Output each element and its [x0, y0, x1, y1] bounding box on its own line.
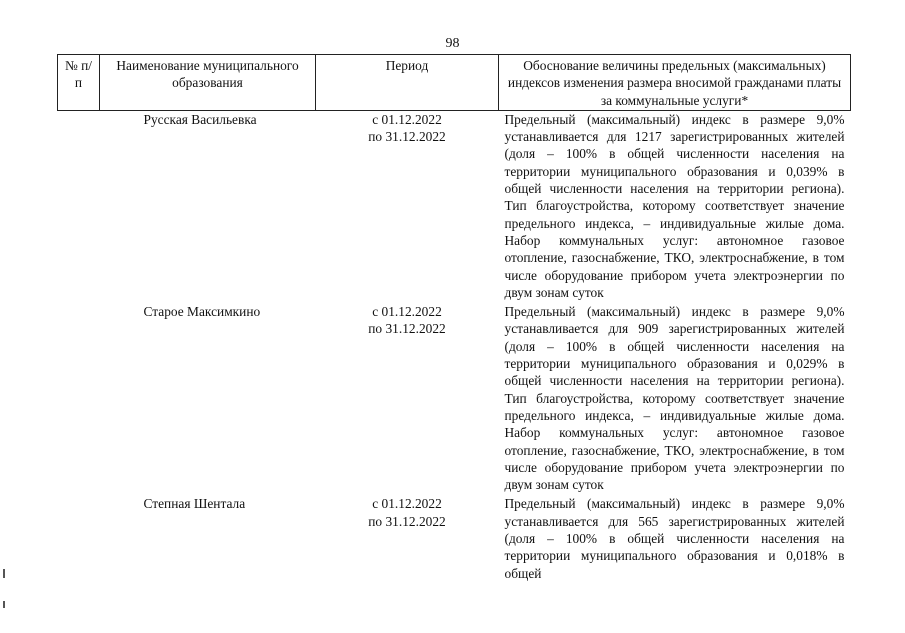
period-to: по 31.12.2022	[368, 513, 446, 529]
table-header	[58, 55, 851, 111]
period-to: по 31.12.2022	[368, 129, 446, 145]
period-from: с 01.12.2022	[372, 111, 442, 127]
header-basis: Обоснование величины предельных (максимальных) индексов изменения размера вносимой гражданами платы за коммунальные услуги*	[499, 55, 851, 111]
page-number: 98	[445, 36, 460, 51]
table-row	[58, 110, 851, 303]
period	[316, 110, 499, 303]
table-row	[58, 495, 851, 583]
row-num	[58, 303, 100, 495]
period-from: с 01.12.2022	[372, 304, 442, 320]
header-period: Период	[316, 55, 499, 111]
municipality-name: Степная Шентала	[143, 496, 246, 512]
row-num	[58, 495, 100, 583]
indices-table	[57, 54, 851, 584]
period-from: с 01.12.2022	[372, 496, 442, 512]
municipality-name: Русская Васильевка	[143, 111, 257, 127]
municipality-name: Старое Максимкино	[143, 304, 261, 320]
basis-text: Предельный (максимальный) индекс в размере 9,0% устанавливается для 565 зарегистрированных жителей (доля – 100% в общей численности населения на территории муниципального образования и 0,018% в общей	[504, 496, 845, 581]
period-to: по 31.12.2022	[368, 321, 446, 337]
basis-text: Предельный (максимальный) индекс в размере 9,0% устанавливается для 909 зарегистрированных жителей (доля – 100% в общей численности населения на территории муниципального образования и 0,029% в общей численности населения на территории региона). Тип благоустройства, которому соответствует значение предельного индекса, – индивидуальные жилые дома. Набор коммунальных услуг: автономное газовое отопление, газоснабжение, ТКО, электроснабжение, в том числе оборудование прибором учета электроэнергии по двум зонам суток	[504, 304, 845, 493]
period	[316, 303, 499, 495]
header-municipality: Наименование муниципального образования	[100, 55, 316, 111]
table-row	[58, 303, 851, 495]
row-num	[58, 110, 100, 303]
scan-artifact	[3, 569, 5, 578]
header-num: № п/п	[58, 55, 100, 111]
basis-text: Предельный (максимальный) индекс в размере 9,0% устанавливается для 1217 зарегистрированных жителей (доля – 100% в общей численности населения на территории муниципального образования и 0,039% в общей численности населения на территории региона). Тип благоустройства, которому соответствует значение предельного индекса, – индивидуальные жилые дома. Набор коммунальных услуг: автономное газовое отопление, газоснабжение, ТКО, электроснабжение, в том числе оборудование прибором учета электроэнергии по двум зонам суток	[504, 111, 845, 300]
scan-artifact	[3, 601, 5, 608]
period	[316, 495, 499, 583]
